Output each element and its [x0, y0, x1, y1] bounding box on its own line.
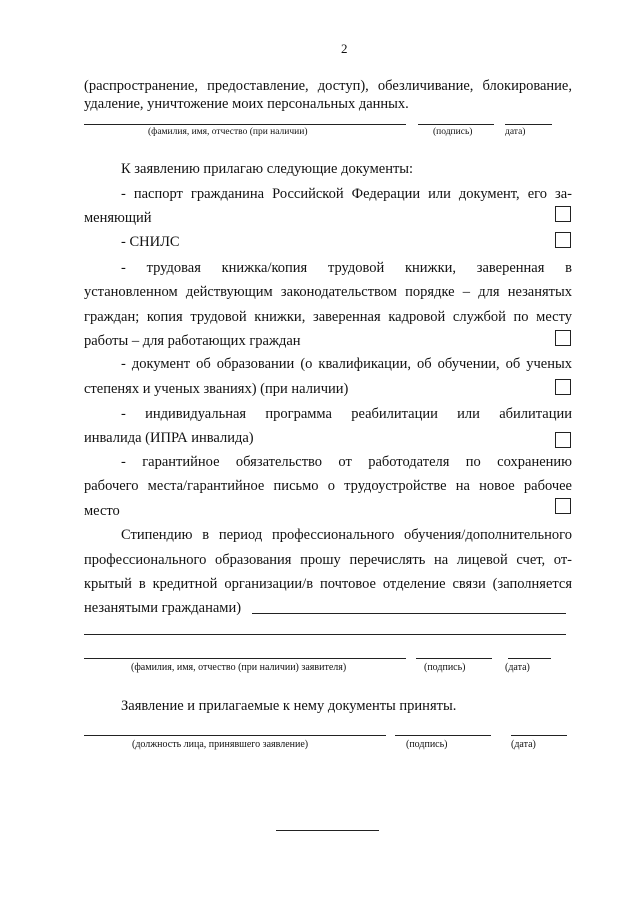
doc-passport-line-2: меняющий: [84, 210, 152, 226]
checkbox-guarantee[interactable]: [555, 498, 571, 514]
checkbox-snils[interactable]: [555, 232, 571, 248]
stipend-name-line: [84, 658, 406, 659]
consent-line-2: удаление, уничтожение моих персональных данных.: [84, 96, 409, 112]
doc-education-line-2: степенях и ученых званиях) (при наличии): [84, 381, 349, 397]
stipend-caption-signature: (подпись): [424, 662, 466, 673]
doc-ipra-line-1: - индивидуальная программа реабилитации или абилитации: [121, 406, 572, 422]
checkbox-labor[interactable]: [555, 330, 571, 346]
accepted-caption-position: (должность лица, принявшего заявление): [132, 739, 309, 750]
accepted-caption-signature: (подпись): [406, 739, 448, 750]
checkbox-ipra[interactable]: [555, 432, 571, 448]
stipend-line-4: незанятыми гражданами): [84, 600, 242, 616]
stipend-line-3: крытый в кредитной организации/в почтовое отделение связи (заполняется: [84, 576, 572, 592]
doc-ipra-line-2: инвалида (ИПРА инвалида): [84, 430, 254, 446]
checkbox-passport[interactable]: [555, 206, 571, 222]
accepted-text: Заявление и прилагаемые к нему документы приняты.: [121, 698, 457, 714]
doc-labor-line-3: граждан; копия трудовой книжки, заверенная кадровой службой по месту: [84, 309, 572, 325]
documents-intro: К заявлению прилагаю следующие документы:: [121, 161, 414, 177]
stipend-account-line-1[interactable]: [252, 613, 566, 614]
consent-line-1: (распространение, предоставление, доступ), обезличивание, блокирование,: [84, 78, 572, 94]
doc-passport-line-1: - паспорт гражданина Российской Федерации или документ, его за-: [121, 186, 572, 202]
consent-date-line: [505, 124, 552, 125]
consent-caption-date: дата): [505, 127, 526, 137]
doc-guarantee-line-1: - гарантийное обязательство от работодателя по сохранению: [121, 454, 572, 470]
doc-labor-line-2: установленном действующим законодательством порядке – для незанятых: [84, 284, 572, 300]
stipend-date-line: [508, 658, 551, 659]
page-number: 2: [341, 41, 348, 56]
stipend-line-1: Стипендию в период профессионального обучения/дополнительного: [121, 527, 572, 543]
checkbox-education[interactable]: [555, 379, 571, 395]
accepted-date-line: [511, 735, 567, 736]
stipend-caption-name: (фамилия, имя, отчество (при наличии) заявителя): [131, 662, 347, 673]
consent-signature-line: [418, 124, 494, 125]
doc-labor-line-4: работы – для работающих граждан: [84, 333, 301, 349]
accepted-signature-line: [395, 735, 491, 736]
stipend-line-2: профессионального образования прошу перечислять на лицевой счет, от-: [84, 552, 572, 568]
consent-caption-name: (фамилия, имя, отчество (при наличии): [148, 127, 308, 137]
doc-snils: - СНИЛС: [121, 234, 180, 250]
accepted-caption-date: (дата): [511, 739, 536, 750]
doc-education-line-1: - документ об образовании (о квалификации, об обучении, об ученых: [121, 356, 572, 372]
accepted-position-line: [84, 735, 386, 736]
doc-guarantee-line-2: рабочего места/гарантийное письмо о трудоустройстве на новое рабочее: [84, 478, 572, 494]
doc-guarantee-line-3: место: [84, 503, 120, 519]
closing-separator: [276, 830, 379, 831]
stipend-caption-date: (дата): [505, 662, 530, 673]
doc-labor-line-1: - трудовая книжка/копия трудовой книжки, заверенная в: [121, 260, 572, 276]
consent-caption-signature: (подпись): [433, 127, 473, 137]
stipend-signature-line: [416, 658, 492, 659]
stipend-account-line-2[interactable]: [84, 634, 566, 635]
consent-name-line: [84, 124, 406, 125]
